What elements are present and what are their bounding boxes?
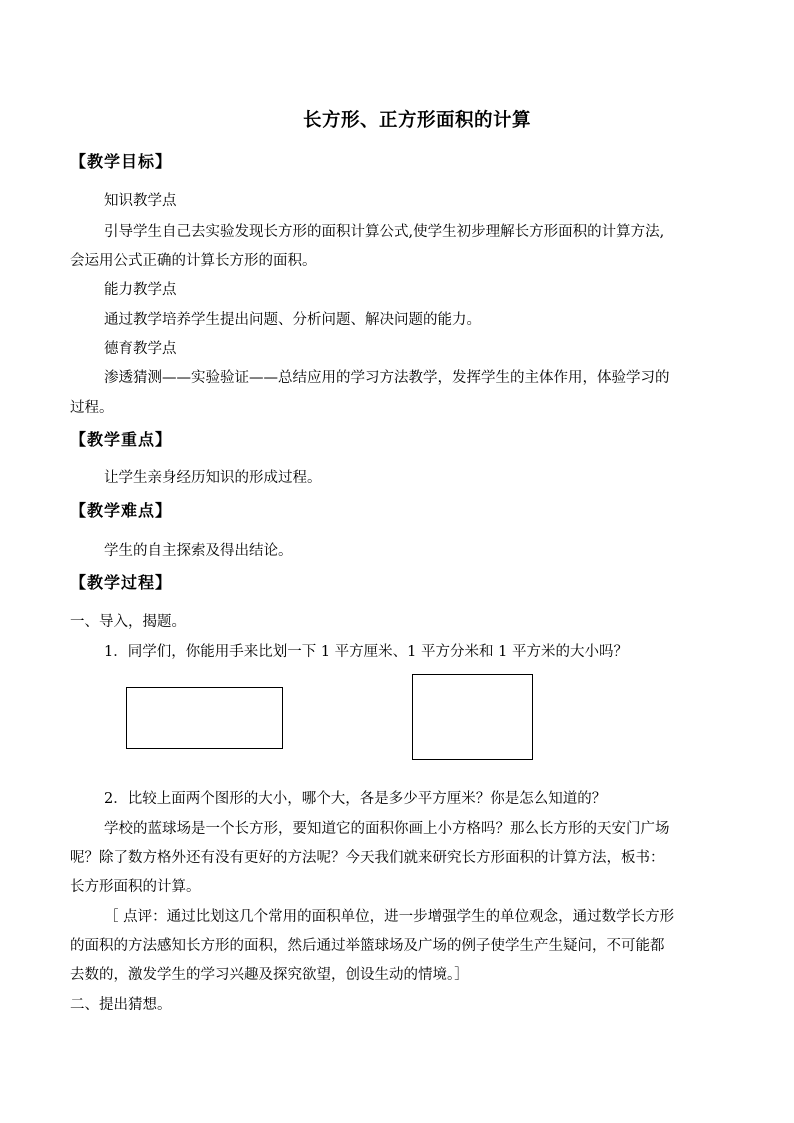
ability-text: 通过教学培养学生提出问题、分析问题、解决问题的能力。 [104, 312, 481, 328]
intro-line-1: 学校的蓝球场是一个长方形，要知道它的面积你画上小方格吗？那么长方形的天安门广场 [104, 821, 670, 837]
objectives-heading: 【教学目标】 [70, 152, 173, 171]
moral-text-line-1: 渗透猜测——实验验证——总结应用的学习方法教学，发挥学生的主体作用，体验学习的 [104, 370, 670, 386]
comment-line-3: 去数的，激发学生的学习兴趣及探究欲望，创设生动的情境。］ [70, 967, 469, 983]
difficulties-heading: 【教学难点】 [70, 501, 173, 520]
rectangle-figure [126, 687, 283, 749]
moral-label: 德育教学点 [104, 341, 177, 357]
difficulties-text: 学生的自主探索及得出结论。 [104, 543, 293, 559]
comment-line-2: 的面积的方法感知长方形的面积，然后通过举篮球场及广场的例子使学生产生疑问，不可能都 [70, 938, 665, 954]
comment-line-1: ［ 点评：通过比划这几个常用的面积单位，进一步增强学生的单位观念，通过数学长方形 [104, 909, 675, 925]
key-points-text: 让学生亲身经历知识的形成过程。 [104, 470, 322, 486]
rectangle-figure-2 [412, 674, 533, 760]
document-title: 长方形、正方形面积的计算 [302, 110, 531, 131]
intro-line-2: 呢？除了数方格外还有没有更好的方法呢？今天我们就来研究长方形面积的计算方法，板书： [70, 850, 665, 866]
question-1: 1．同学们，你能用手来比划一下 1 平方厘米、1 平方分米和 1 平方米的大小吗？ [104, 644, 628, 660]
intro-line-3: 长方形面积的计算。 [70, 879, 201, 895]
process-heading: 【教学过程】 [70, 573, 173, 592]
knowledge-text-line-1: 引导学生自己去实验发现长方形的面积计算公式,使学生初步理解长方形面积的计算方法, [104, 224, 665, 240]
question-2: 2．比较上面两个图形的大小，哪个大，各是多少平方厘米？你是怎么知道的？ [104, 791, 607, 807]
knowledge-label: 知识教学点 [104, 193, 177, 209]
key-points-heading: 【教学重点】 [70, 430, 173, 449]
moral-text-line-2: 过程。 [70, 400, 114, 416]
ability-label: 能力教学点 [104, 282, 177, 298]
knowledge-text-line-2: 会运用公式正确的计算长方形的面积。 [70, 253, 317, 269]
section2-title: 二、提出猜想。 [70, 997, 172, 1013]
section1-title: 一、导入，揭题。 [70, 614, 186, 630]
